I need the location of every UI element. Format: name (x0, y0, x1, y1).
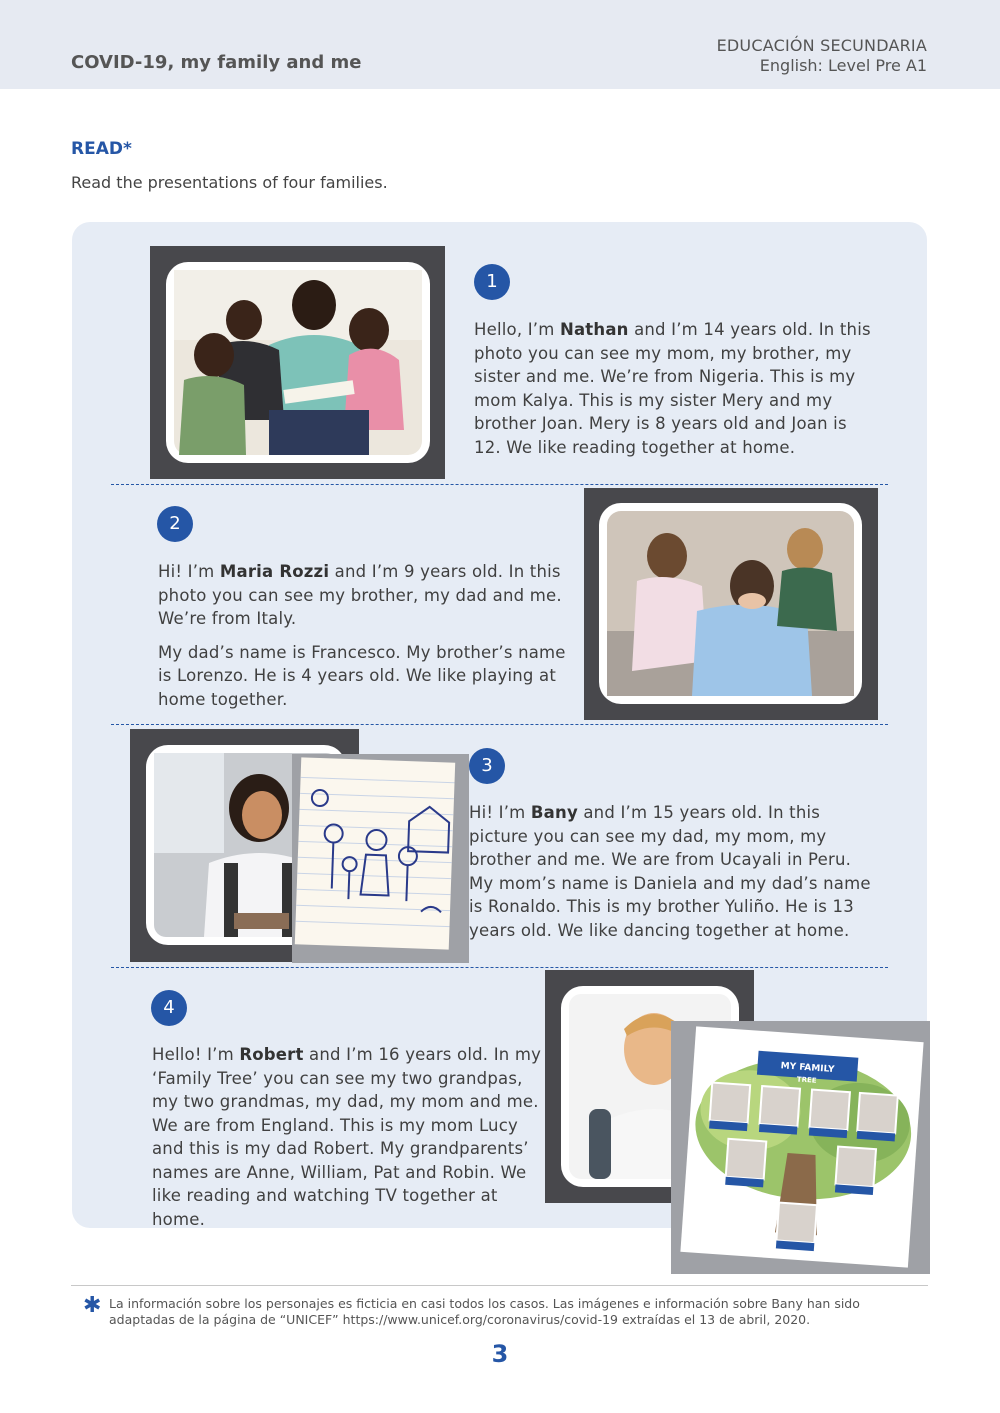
intro-text: Hello, I’m (474, 320, 560, 339)
family-tree-image (680, 1026, 923, 1267)
presentation-text-2: My dad’s name is Francesco. My brother’s name is Lorenzo. He is 4 years old. We like playing at home together. (158, 642, 566, 709)
education-level: EDUCACIÓN SECUNDARIA (716, 36, 927, 55)
page-header (0, 0, 1000, 89)
family-number-3: 3 (469, 748, 505, 784)
family-number-1: 1 (474, 264, 510, 300)
section-title: READ* (71, 139, 132, 159)
divider-2 (111, 724, 888, 725)
presentation-text: and I’m 15 years old. In this picture you can see my dad, my mom, my brother and me. We are from Ucayali in Peru. My mom’s name is Daniela and my dad’s name is Ronaldo. This is my brother Yuliño. He is 13 years old. We like dancing together at home. (469, 803, 871, 940)
section-intro: Read the presentations of four families. (71, 173, 388, 192)
presentation-text: and I’m 9 years old. In this photo you can see my brother, my dad and me. We’re from Italy. (158, 562, 562, 628)
family-text-3 (469, 801, 879, 942)
divider-3 (111, 967, 888, 968)
family-number-4: 4 (151, 990, 187, 1026)
footnote-marker: ✱ (83, 1293, 102, 1318)
family-photo-nathan (166, 262, 430, 463)
page-number: 3 (491, 1340, 509, 1368)
family-number-2: 2 (157, 506, 193, 542)
tree-title-line1: MY FAMILY (780, 1061, 835, 1076)
footer-divider (71, 1285, 928, 1286)
intro-text: Hi! I’m (158, 562, 220, 581)
family-name-nathan: Nathan (559, 320, 629, 339)
presentation-text: and I’m 14 years old. In this photo you can see my mom, my brother, my sister and me. We’re from Nigeria. This is my mom Kalya. This is my sister Mery and my brother Joan. Mery is 8 years old and Joan is 12. We like reading together at home. (474, 320, 871, 457)
footnote-text: La información sobre los personajes es ficticia en casi todos los casos. Las imágenes e información sobre Bany han sido adaptadas de la página de “UNICEF” https://www.unicef.org/coronavirus/covid-19 extraídas el 13 de abril, 2020. (109, 1296, 860, 1327)
divider-1 (111, 484, 888, 485)
document-title: COVID-19, my family and me (71, 52, 362, 73)
family-text-1 (474, 318, 874, 459)
family-text-2 (158, 560, 568, 711)
family-name-maria: Maria Rozzi (219, 562, 330, 581)
tree-title-line2: TREE (796, 1075, 817, 1085)
family-name-bany: Bany (530, 803, 578, 822)
intro-text: Hi! I’m (469, 803, 531, 822)
family-text-4 (152, 1043, 547, 1231)
family-photo-maria (599, 503, 862, 704)
intro-text: Hello! I’m (152, 1045, 240, 1064)
family-drawing (295, 757, 455, 949)
level-info (717, 36, 927, 76)
family-name-robert: Robert (239, 1045, 304, 1064)
english-level: English: Level Pre A1 (759, 56, 927, 75)
presentation-text: and I’m 16 years old. In my ‘Family Tree’ you can see my two grandpas, my two grandmas, my dad, my mom and me. We are from England. This is my mom Lucy and this is my dad Robert. My grandparents’ names are Anne, William, Pat and Robin. We like reading and watching TV together at home. (152, 1045, 542, 1229)
